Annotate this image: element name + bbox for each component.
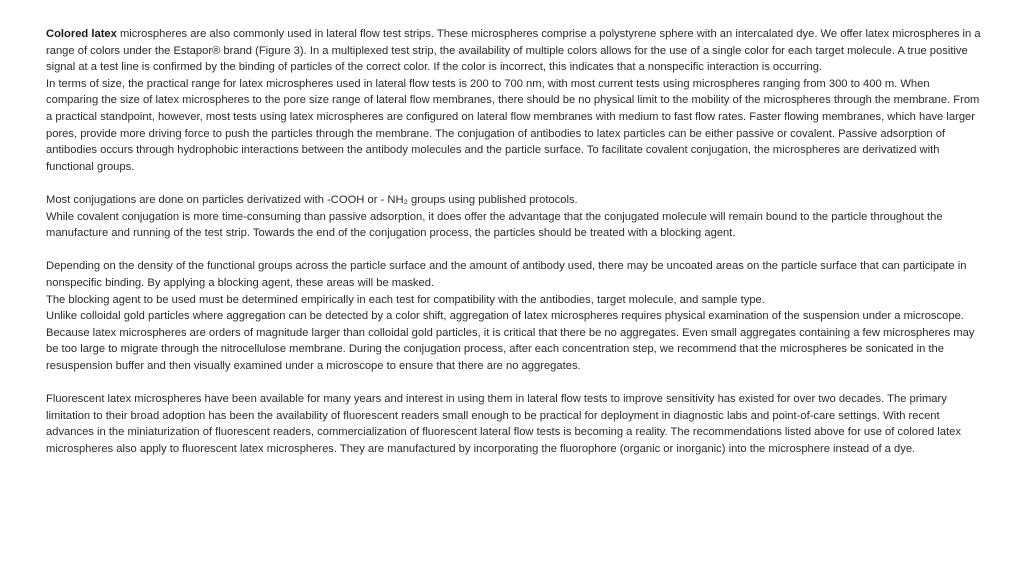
paragraph-conjugations: Most conjugations are done on particles derivatized with -COOH or - NH₂ groups using published protocols. [46, 193, 578, 206]
paragraph-aggregation: Unlike colloidal gold particles where aggregation can be detected by a color shift, aggregation of latex microspheres requires physical examination of the suspension under a microscope. Because latex microspheres are orders of magnitude larger than colloidal gold particles, it is critical that there be no aggregates. Even small aggregates containing a few microspheres may be too large to migrate through the nitrocellulose membrane. During the conjugation process, after each concentration step, we recommend that the microspheres be sonicated in the resuspension buffer and then visually examined under a microscope to ensure that there are no aggregates. [46, 310, 975, 372]
paragraph-text: microspheres are also commonly used in lateral flow test strips. These microspheres comprise a polystyrene sphere with an intercalated dye. We offer latex microspheres in a range of colors under the Estapor® brand (Figure 3). In a multiplexed test strip, the availability of multiple colors allows for the use of a single color for each target molecule. A true positive signal at a test line is confirmed by the binding of particles of the correct color. If the color is incorrect, this indicates that a nonspecific interaction is occurring. [46, 28, 981, 74]
paragraph-colored-latex [46, 26, 981, 76]
document-body [46, 26, 981, 457]
paragraph-covalent-conjugation: While covalent conjugation is more time-consuming than passive adsorption, it does offer the advantage that the conjugated molecule will remain bound to the particle throughout the manufacture and running of the test strip. Towards the end of the conjugation process, the particles should be treated with a blocking agent. [46, 210, 943, 240]
paragraph-blocking-agent: The blocking agent to be used must be determined empirically in each test for compatibility with the antibodies, target molecule, and sample type. [46, 293, 765, 306]
paragraph-functional-groups: Depending on the density of the functional groups across the particle surface and the amount of antibody used, there may be uncoated areas on the particle surface that can participate in nonspecific binding. By applying a blocking agent, these areas will be masked. [46, 260, 967, 289]
paragraph-fluorescent-latex: Fluorescent latex microspheres have been available for many years and interest in using them in lateral flow tests to improve sensitivity has existed for over two decades. The primary limitation to their broad adoption has been the availability of fluorescent readers small enough to be practical for deployment in diagnostic labs and point-of-care settings. With recent advances in the miniaturization of fluorescent readers, commercialization of fluorescent lateral flow tests is becoming a reality. The recommendations listed above for use of colored latex microspheres also apply to fluorescent latex microspheres. They are manufactured by incorporating the fluorophore (organic or inorganic) into the microsphere instead of a dye. [46, 393, 961, 455]
paragraph-size-range: In terms of size, the practical range for latex microspheres used in lateral flow tests is 200 to 700 nm, with most current tests using microspheres ranging from 300 to 400 m. When comparing the size of latex microspheres to the pore size range of lateral flow membranes, there should be no physical limit to the mobility of the microspheres through the membrane. From a practical standpoint, however, most tests using latex microspheres are configured on lateral flow membranes with medium to fast flow rates. Faster flowing membranes, which have larger pores, provide more driving force to push the particles through the membrane. The conjugation of antibodies to latex particles can be either passive or covalent. Passive adsorption of antibodies occurs through hydrophobic interactions between the antibody molecules and the particle surface. To facilitate covalent conjugation, the microspheres are derivatized with functional groups. [46, 77, 980, 173]
bold-lead-term: Colored latex [46, 28, 117, 40]
paragraph-gap [46, 374, 981, 391]
paragraph-gap [46, 175, 981, 192]
paragraph-gap [46, 242, 981, 259]
